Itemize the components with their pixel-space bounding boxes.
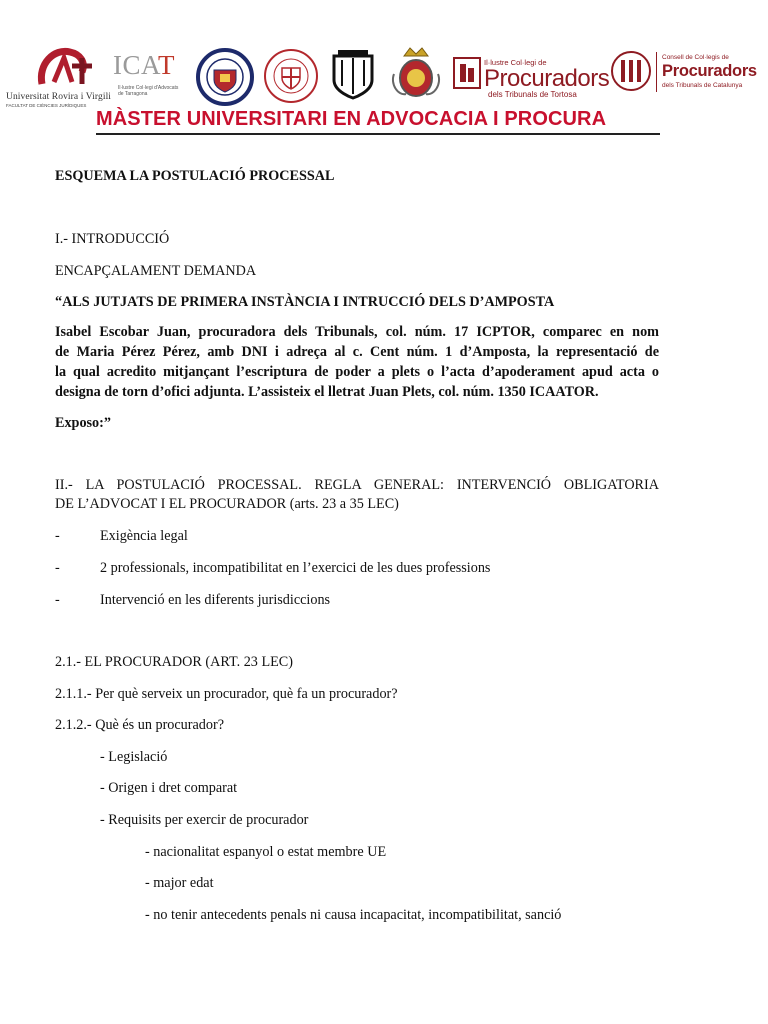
- encapcalament-label: ENCAPÇALAMENT DEMANDA: [55, 263, 257, 279]
- bullet-marker: -: [55, 528, 60, 544]
- consell-name: Procuradors: [662, 62, 757, 80]
- list-item: - major edat: [145, 875, 214, 891]
- icat-accent-letter: T: [158, 50, 176, 80]
- representation-paragraph: [55, 322, 659, 402]
- court-heading: “ALS JUTJATS DE PRIMERA INSTÀNCIA I INTRUCCIÓ DELS D’AMPOSTA: [55, 294, 555, 310]
- consell-procuradors-icon: [610, 50, 652, 92]
- tortosa-lawyers-seal-icon: [263, 48, 319, 104]
- bullet-marker: -: [55, 560, 60, 576]
- paragraph-line: de Maria Pérez Pérez, amb DNI i adreça al c. Cent núm. 1 d’Amposta, la representació de: [55, 344, 659, 360]
- crowned-crest-icon: [390, 44, 442, 102]
- list-item: - Origen i dret comparat: [100, 780, 238, 796]
- exposo-label: Exposo:”: [55, 415, 111, 431]
- reus-seal-icon: [196, 48, 254, 106]
- subsection-2-1: 2.1.- EL PROCURADOR (ART. 23 LEC): [55, 654, 293, 670]
- consell-sub: dels Tribunals de Catalunya: [662, 82, 743, 89]
- list-item: Intervenció en les diferents jurisdiccions: [100, 592, 331, 608]
- list-item: - Requisits per exercir de procurador: [100, 812, 309, 828]
- subsection-2-1-2: 2.1.2.- Què és un procurador?: [55, 717, 225, 733]
- list-item: - no tenir antecedents penals ni causa incapacitat, incompatibilitat, sanció: [145, 907, 562, 923]
- list-item: Exigència legal: [100, 528, 188, 544]
- procuradors-tortosa-name: Procuradors: [484, 65, 610, 92]
- list-item: 2 professionals, incompatibilitat en l’exercici de les dues professions: [100, 560, 491, 576]
- master-title: MÀSTER UNIVERSITARI EN ADVOCACIA I PROCURA: [96, 108, 607, 130]
- procuradors-tortosa-prefix: Il·lustre Col·legi de: [484, 58, 547, 67]
- section-2-heading-line-2: DE L’ADVOCAT I EL PROCURADOR (arts. 23 a 35 LEC): [55, 496, 399, 512]
- icat-subtitle: [118, 85, 178, 97]
- icat-sub-line-2: de Tarragona: [118, 91, 148, 97]
- paragraph-line: la qual acredito mitjançant l’escriptura de poder a plets o l’acta d’apoderament apud acta o: [55, 364, 659, 380]
- urv-name: Universitat Rovira i Virgili: [6, 92, 112, 102]
- paragraph-line: designa de torn d’ofici adjunta. L’assisteix el lletrat Juan Plets, col. núm. 1350 ICAATOR.: [55, 384, 599, 400]
- black-crest-icon: [328, 46, 378, 100]
- section-2-heading-line-1: II.- LA POSTULACIÓ PROCESSAL. REGLA GENERAL: INTERVENCIÓ OBLIGATORIA: [55, 477, 659, 493]
- title-divider: [96, 133, 660, 135]
- subsection-2-1-1: 2.1.1.- Per què serveix un procurador, què fa un procurador?: [55, 686, 398, 702]
- procuradors-tortosa-sub: dels Tribunals de Tortosa: [488, 90, 577, 99]
- icat-sub-line-1: Il·lustre Col·legi d'Advocats: [118, 85, 179, 91]
- logo-banner: [0, 40, 768, 108]
- section-1-heading: I.- INTRODUCCIÓ: [55, 231, 170, 247]
- urv-logo-icon: [36, 44, 96, 90]
- paragraph-line: Isabel Escobar Juan, procuradora dels Tribunals, col. núm. 17 ICPTOR, comparec en nom: [55, 324, 659, 340]
- icat-text: ICAT: [113, 50, 176, 80]
- document-heading: ESQUEMA LA POSTULACIÓ PROCESSAL: [55, 168, 335, 184]
- consell-prefix: Consell de Col·legis de: [662, 54, 729, 61]
- icat-logo: [113, 50, 175, 81]
- urv-faculty: FACULTAT DE CIÈNCIES JURÍDIQUES: [6, 103, 87, 108]
- procuradors-tortosa-icon: [452, 56, 482, 90]
- list-item: - Legislació: [100, 749, 168, 765]
- logo-divider: [656, 52, 657, 92]
- bullet-marker: -: [55, 592, 60, 608]
- list-item: - nacionalitat espanyol o estat membre UE: [145, 844, 387, 860]
